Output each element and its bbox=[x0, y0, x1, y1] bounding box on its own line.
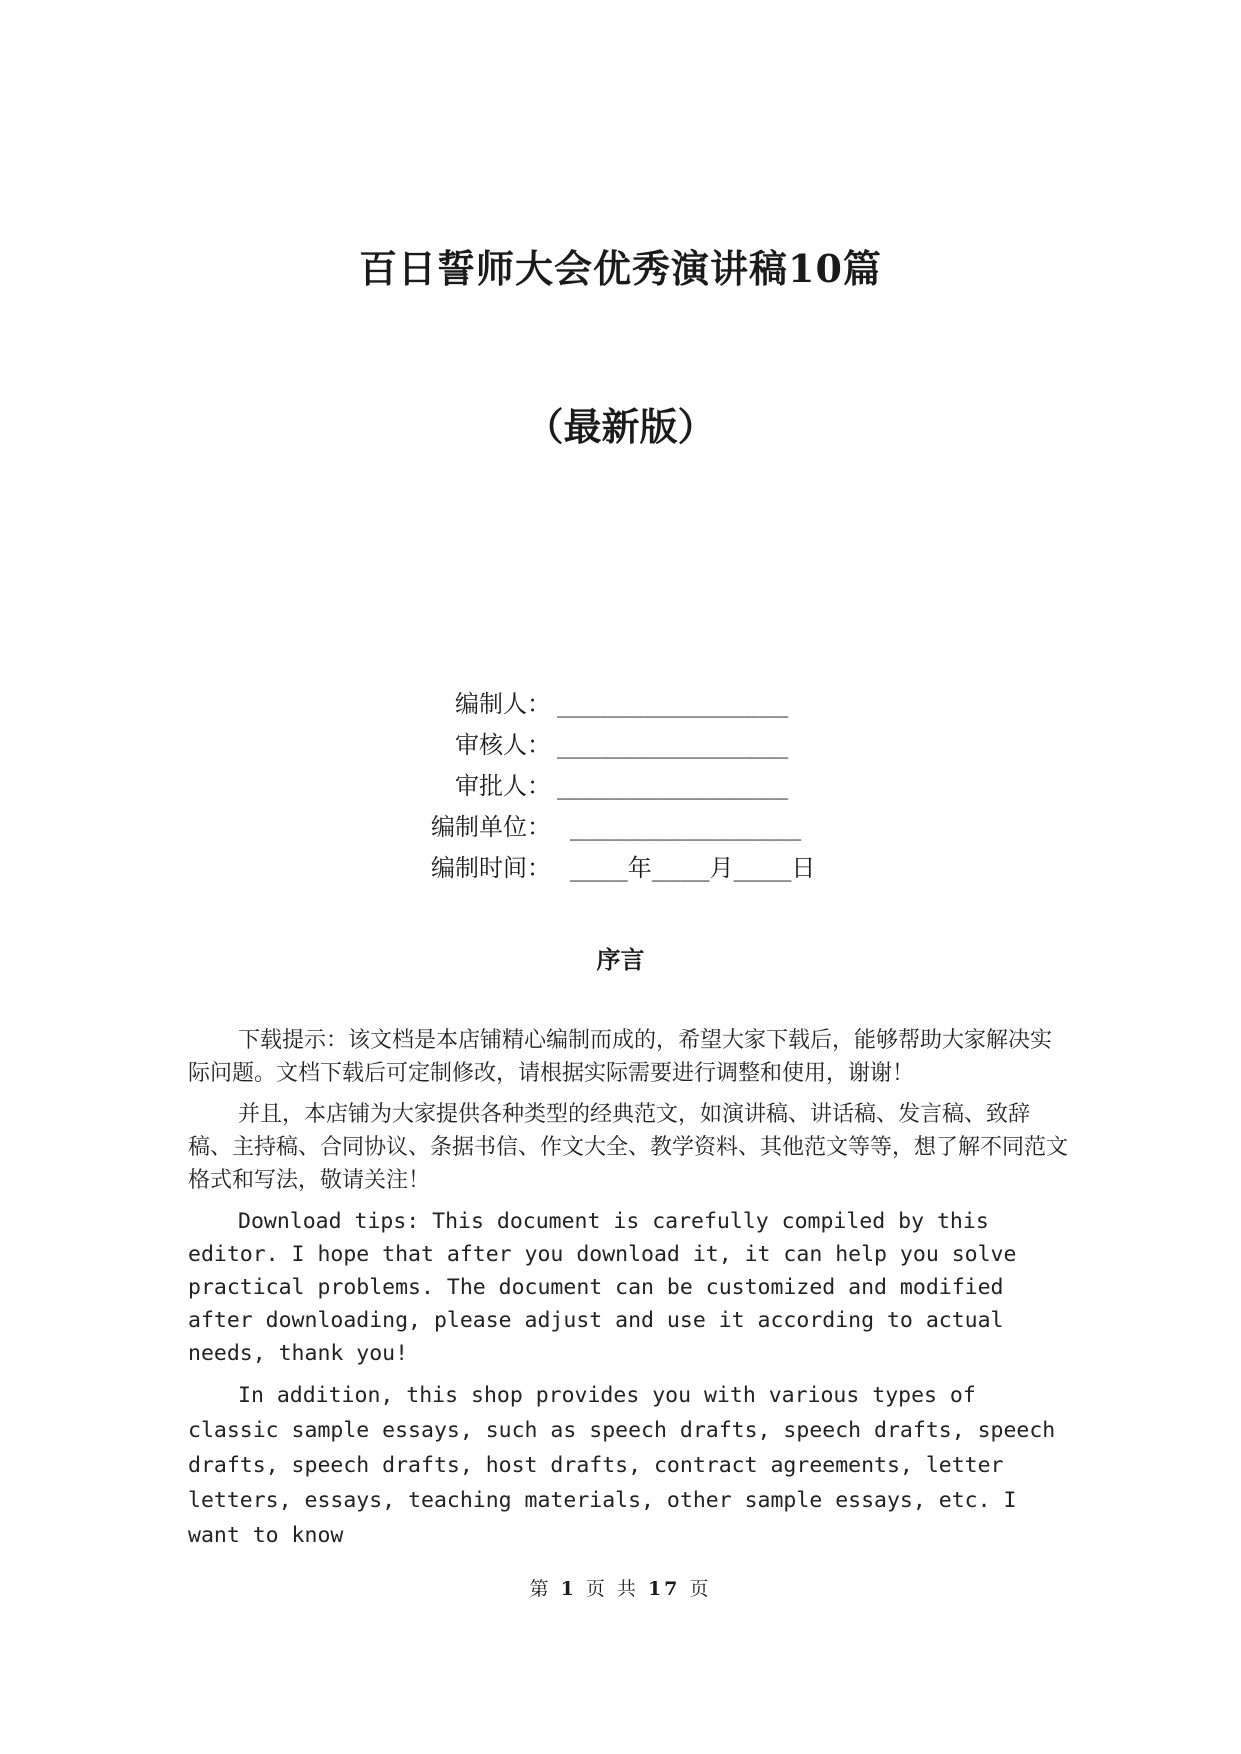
page-footer bbox=[0, 1574, 1241, 1601]
unit-row bbox=[0, 807, 1241, 848]
month-blank: ____ bbox=[651, 854, 710, 882]
footer-current-page: 1 bbox=[560, 1578, 577, 1600]
reviewer-label: 审核人： bbox=[455, 731, 551, 759]
time-blank bbox=[570, 848, 815, 889]
month-char: 月 bbox=[709, 854, 734, 882]
compiler-row bbox=[0, 684, 1241, 725]
signoff-block bbox=[0, 684, 1241, 889]
reviewer-row bbox=[0, 725, 1241, 766]
compiler-blank: ________________ bbox=[557, 690, 789, 718]
preface-body bbox=[188, 1024, 1068, 1561]
time-label: 编制时间： bbox=[431, 854, 551, 882]
year-blank: ____ bbox=[570, 854, 628, 882]
footer-total-pages: 17 bbox=[647, 1578, 681, 1600]
preface-paragraph-1: 下载提示：该文档是本店铺精心编制而成的，希望大家下载后，能够帮助大家解决实际问题。文档下载后可定制修改，请根据实际需要进行调整和使用，谢谢！ bbox=[188, 1028, 1053, 1086]
approver-blank: ________________ bbox=[557, 772, 789, 800]
approver-label: 审批人： bbox=[455, 772, 551, 800]
preface-paragraph-3: Download tips: This document is carefully compiled by this editor. I hope that after you download it, it can help you solve practical problems. The document can be customized and modified after downloading, please adjust and use it according to actual needs, thank you! bbox=[188, 1209, 1017, 1366]
footer-prefix: 第 bbox=[529, 1578, 552, 1600]
approver-row bbox=[0, 766, 1241, 807]
footer-middle: 页 共 bbox=[585, 1578, 639, 1600]
compiler-label: 编制人： bbox=[455, 690, 551, 718]
reviewer-blank: ________________ bbox=[557, 731, 789, 759]
unit-label: 编制单位： bbox=[431, 813, 551, 841]
unit-blank: ________________ bbox=[570, 813, 802, 841]
day-char: 日 bbox=[791, 854, 816, 882]
day-blank: ____ bbox=[733, 854, 792, 882]
document-subtitle: （最新版） bbox=[525, 404, 716, 449]
footer-suffix: 页 bbox=[689, 1578, 712, 1600]
document-title: 百日誓师大会优秀演讲稿10篇 bbox=[359, 246, 882, 291]
time-row bbox=[0, 848, 1241, 889]
preface-paragraph-2: 并且，本店铺为大家提供各种类型的经典范文，如演讲稿、讲话稿、发言稿、致辞稿、主持稿、合同协议、条据书信、作文大全、教学资料、其他范文等等，想了解不同范文格式和写法，敬请关注！ bbox=[188, 1102, 1069, 1193]
preface-heading: 序言 bbox=[596, 946, 645, 974]
preface-paragraph-4: In addition, this shop provides you with various types of classic sample essays, such as speech drafts, speech drafts, speech drafts, speech drafts, host drafts, contract agreements, letter letters, essays, teaching materials, other sample essays, etc. I want to know bbox=[188, 1383, 1056, 1548]
year-char: 年 bbox=[627, 854, 652, 882]
